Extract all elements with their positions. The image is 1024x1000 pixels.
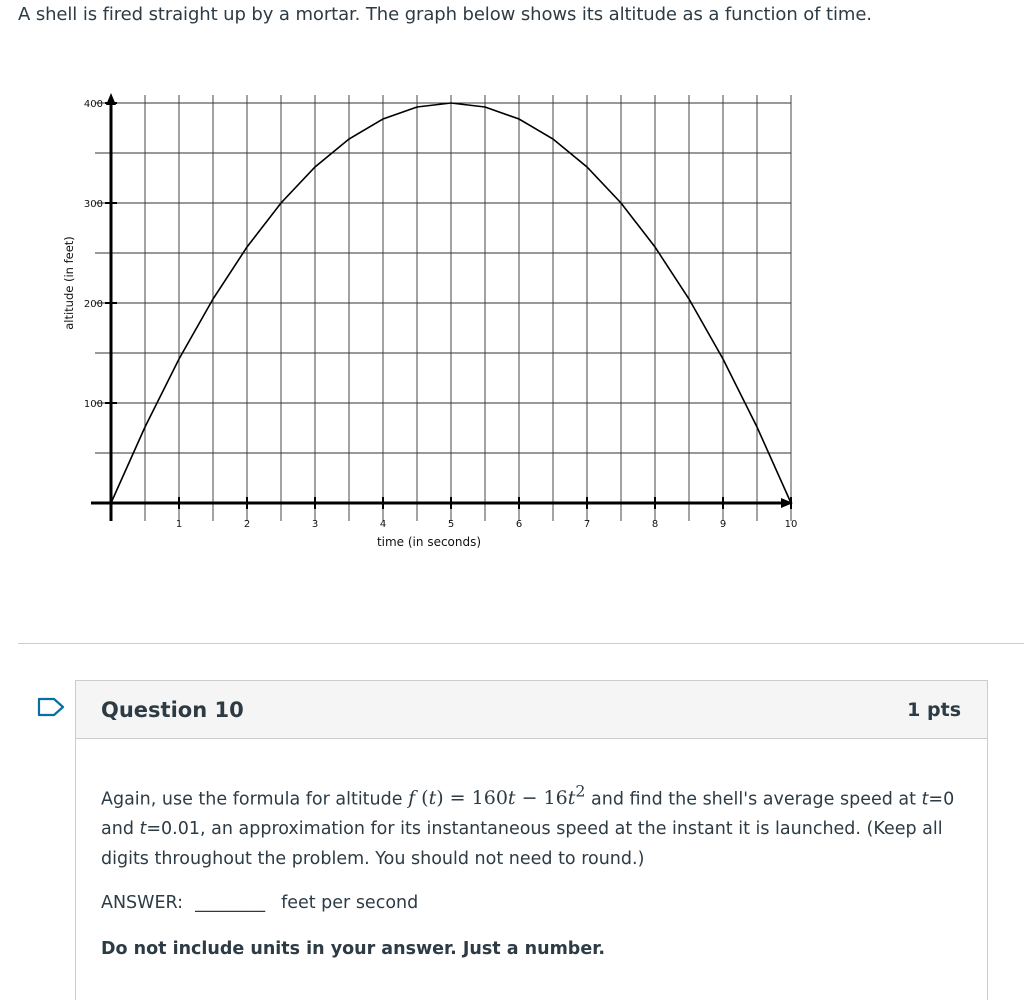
data-point (552, 138, 553, 139)
question-header (76, 681, 987, 739)
data-point (382, 118, 383, 119)
y-tick-label: 400 (83, 99, 103, 110)
answer-line (101, 888, 962, 918)
answer-units: feet per second (281, 893, 419, 914)
x-tick-label: 6 (515, 519, 523, 530)
altitude-chart (0, 80, 820, 560)
data-point (484, 106, 485, 107)
y-tick-label: 300 (83, 199, 103, 210)
flag-question-icon[interactable] (36, 697, 66, 717)
data-point (348, 138, 349, 139)
data-point (178, 358, 179, 359)
intro-text: A shell is fired straight up by a mortar. The graph below shows its altitude as a function of time. (18, 4, 872, 25)
x-tick-label: 7 (583, 519, 591, 530)
question-body (76, 739, 987, 964)
divider (18, 643, 1024, 644)
data-point (790, 502, 791, 503)
x-tick-label: 3 (311, 519, 319, 530)
data-point (246, 246, 247, 247)
data-point (144, 426, 145, 427)
data-point (280, 202, 281, 203)
x-tick-label: 8 (651, 519, 659, 530)
answer-label: ANSWER: (101, 893, 184, 914)
question-title: Question 10 (101, 697, 244, 722)
data-point (450, 102, 451, 103)
data-point (620, 202, 621, 203)
formula: f $(t) = 160t - 16t^2$ (408, 782, 586, 810)
data-point (416, 106, 417, 107)
y-tick-label: 100 (83, 399, 103, 410)
data-point (586, 166, 587, 167)
chart-axes (91, 93, 793, 521)
data-point (722, 358, 723, 359)
x-tick-label: 10 (784, 519, 798, 530)
data-point (110, 502, 111, 503)
chart-labels (62, 99, 797, 549)
x-tick-label: 9 (719, 519, 727, 530)
question-text: Again, use the formula for altitude f $(t) = 160t - 16t^2$ and find the shell's average speed at t=0 and t=0.01, an approximation for its instantaneous speed at the instant it is launched. (Keep all digits throughout the problem. You should not need to round.) (101, 782, 955, 870)
data-point (212, 298, 213, 299)
data-point (654, 246, 655, 247)
x-tick-label: 1 (175, 519, 183, 530)
data-point (756, 426, 757, 427)
question-points: 1 pts (907, 698, 961, 721)
x-tick-label: 4 (379, 519, 387, 530)
x-tick-label: 5 (447, 519, 455, 530)
x-tick-label: 2 (243, 519, 251, 530)
chart-grid (95, 95, 791, 521)
data-point (518, 118, 519, 119)
data-point (314, 166, 315, 167)
answer-blank[interactable]: ________ (195, 893, 266, 914)
question-card (75, 680, 988, 1000)
y-axis-label: altitude (in feet) (62, 236, 76, 330)
data-point (688, 298, 689, 299)
answer-note: Do not include units in your answer. Just a number. (101, 939, 605, 960)
x-axis-label: time (in seconds) (376, 535, 482, 549)
chart-ticks (105, 103, 791, 509)
y-tick-label: 200 (83, 299, 103, 310)
